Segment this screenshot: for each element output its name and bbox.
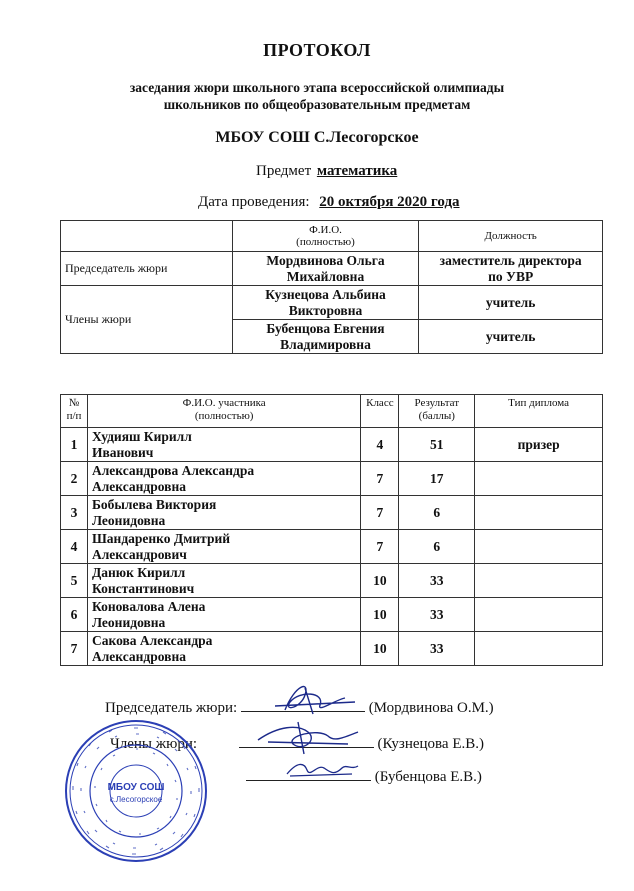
participant-name-line1: Данюк Кирилл <box>91 564 186 580</box>
results-header-fio-line1: Ф.И.О. участника <box>182 397 266 409</box>
participant-name-line2: Александрович <box>91 546 187 562</box>
results-header-diploma: Тип диплома <box>475 395 603 428</box>
participant-class: 4 <box>361 428 399 462</box>
signature-chair-name: (Мордвинова О.М.) <box>368 700 494 716</box>
subject-label: Предмет <box>256 163 312 179</box>
participant-diploma <box>475 530 603 564</box>
row-number: 2 <box>61 462 88 496</box>
participant-name <box>87 462 360 496</box>
jury-member2-name <box>232 320 419 354</box>
participant-name-line1: Коновалова Алена <box>91 598 206 614</box>
participant-name-line1: Бобылева Виктория <box>91 496 217 512</box>
jury-chair-position-line1: заместитель директора <box>439 252 582 268</box>
participant-score: 6 <box>399 530 475 564</box>
jury-member1-name-line1: Кузнецова Альбина <box>265 286 386 302</box>
row-number: 4 <box>61 530 88 564</box>
official-stamp <box>63 718 209 864</box>
participant-class: 10 <box>361 564 399 598</box>
participant-diploma <box>475 632 603 666</box>
results-header-result-line1: Результат <box>414 397 460 409</box>
participant-score: 33 <box>399 564 475 598</box>
jury-member1-name-line2: Викторовна <box>288 302 363 318</box>
row-number: 7 <box>61 632 88 666</box>
jury-chair-label: Председатель жюри <box>61 252 233 286</box>
jury-header-fio-note: (полностью) <box>296 236 355 248</box>
participant-name-line2: Александровна <box>91 648 186 664</box>
results-header-num-line2: п/п <box>66 410 82 422</box>
signature-member1-name: (Кузнецова Е.В.) <box>377 736 484 752</box>
participant-class: 10 <box>361 598 399 632</box>
table-row <box>61 598 603 632</box>
jury-header-empty <box>61 221 233 252</box>
participant-name <box>87 530 360 564</box>
date-line <box>198 194 460 211</box>
signature-chair-label: Председатель жюри: <box>105 700 238 716</box>
table-row <box>61 428 603 462</box>
subtitle-line-1: заседания жюри школьного этапа всероссийской олимпиады <box>129 80 505 95</box>
table-row <box>61 462 603 496</box>
jury-header-fio <box>232 221 419 252</box>
participant-class: 7 <box>361 496 399 530</box>
stamp-center-text-1: МБОУ СОШ <box>107 782 165 793</box>
subject-line <box>256 163 411 180</box>
participant-name-line2: Иванович <box>91 444 154 460</box>
jury-header-row <box>61 221 603 252</box>
school-name: МБОУ СОШ С.Лесогорское <box>215 129 419 146</box>
participant-class: 7 <box>361 530 399 564</box>
participant-name-line2: Александровна <box>91 478 186 494</box>
date-label: Дата проведения: <box>198 194 310 210</box>
subtitle-line-2: школьников по общеобразовательным предметам <box>163 97 471 112</box>
participant-score: 17 <box>399 462 475 496</box>
jury-chair-name <box>232 252 419 286</box>
participant-name-line1: Худияш Кирилл <box>91 428 192 444</box>
jury-header-position: Должность <box>419 221 603 252</box>
table-row <box>61 564 603 598</box>
jury-chair-row <box>61 252 603 286</box>
jury-member2-name-line2: Владимировна <box>280 336 371 352</box>
stamp-center-text-2: с.Лесогорское <box>109 795 163 804</box>
signature-member2-name: (Бубенцова Е.В.) <box>374 769 482 785</box>
participant-name <box>87 496 360 530</box>
participant-name-line1: Сакова Александра <box>91 632 213 648</box>
row-number: 1 <box>61 428 88 462</box>
results-header-class: Класс <box>361 395 399 428</box>
jury-chair-name-line2: Михайловна <box>286 268 365 284</box>
subject-value: математика <box>316 163 398 179</box>
document-title: ПРОТОКОЛ <box>263 40 371 60</box>
jury-member1-name <box>232 286 419 320</box>
participant-name-line1: Шандаренко Дмитрий <box>91 530 231 546</box>
results-header-row <box>61 395 603 428</box>
participant-score: 33 <box>399 598 475 632</box>
row-number: 6 <box>61 598 88 632</box>
participant-class: 7 <box>361 462 399 496</box>
jury-chair-position <box>419 252 603 286</box>
participant-class: 10 <box>361 632 399 666</box>
participant-score: 51 <box>399 428 475 462</box>
jury-member2-name-line1: Бубенцова Евгения <box>266 320 385 336</box>
participant-diploma <box>475 462 603 496</box>
jury-member-row-1 <box>61 286 603 320</box>
results-header-fio-line2: (полностью) <box>194 410 254 422</box>
chair-handwritten-signature <box>265 680 370 720</box>
participant-name <box>87 632 360 666</box>
participant-name-line2: Леонидовна <box>91 614 166 630</box>
table-row <box>61 496 603 530</box>
results-table <box>60 394 603 666</box>
participant-score: 33 <box>399 632 475 666</box>
participant-score: 6 <box>399 496 475 530</box>
jury-chair-position-line2: по УВР <box>488 268 534 284</box>
member2-handwritten-signature <box>282 756 362 784</box>
jury-members-label: Члены жюри <box>61 286 233 354</box>
participant-name <box>87 564 360 598</box>
results-header-result <box>399 395 475 428</box>
jury-header-fio-text: Ф.И.О. <box>309 224 342 236</box>
signature-members-label: Члены жюри: <box>110 736 198 752</box>
participant-diploma <box>475 496 603 530</box>
jury-table <box>60 220 603 354</box>
participant-name-line1: Александрова Александра <box>91 462 255 478</box>
row-number: 5 <box>61 564 88 598</box>
results-header-fio <box>87 395 360 428</box>
date-value: 20 октября 2020 года <box>319 194 460 210</box>
member1-handwritten-signature <box>248 718 368 758</box>
participant-diploma <box>475 564 603 598</box>
jury-chair-name-line1: Мордвинова Ольга <box>266 252 385 268</box>
participant-diploma: призер <box>475 428 603 462</box>
participant-name-line2: Константинович <box>91 580 195 596</box>
results-header-result-line2: (баллы) <box>418 410 455 422</box>
table-row <box>61 632 603 666</box>
jury-member1-position: учитель <box>419 286 603 320</box>
participant-name <box>87 428 360 462</box>
results-header-num <box>61 395 88 428</box>
participant-name-line2: Леонидовна <box>91 512 166 528</box>
participant-diploma <box>475 598 603 632</box>
participant-name <box>87 598 360 632</box>
jury-member2-position: учитель <box>419 320 603 354</box>
row-number: 3 <box>61 496 88 530</box>
results-header-num-line1: № <box>68 397 80 409</box>
table-row <box>61 530 603 564</box>
